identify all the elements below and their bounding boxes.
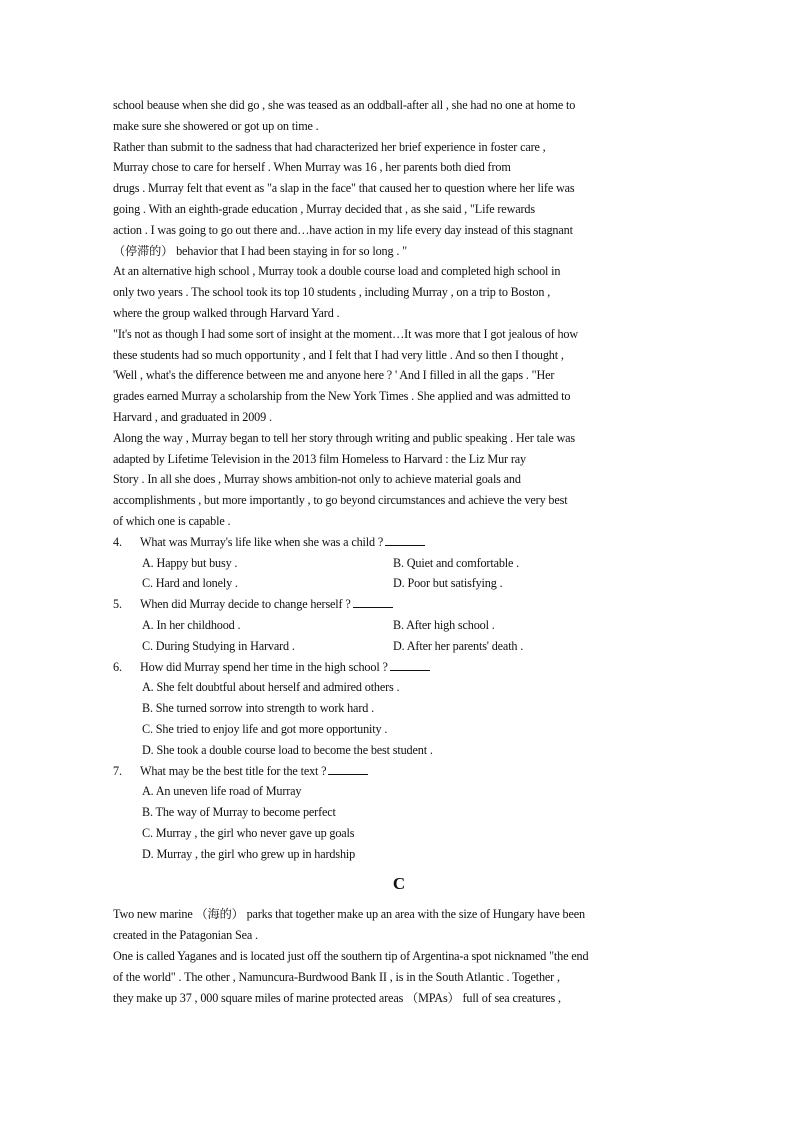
passage-line: make sure she showered or got up on time . (113, 118, 319, 133)
passage-line: grades earned Murray a scholarship from the New York Times . She applied and was admitted to (113, 389, 571, 404)
passage-line: Harvard , and graduated in 2009 . (113, 409, 272, 424)
passage-line: only two years . The school took its top 10 students , including Murray , on a trip to Boston , (113, 285, 551, 300)
option[interactable]: D. Murray , the girl who grew up in hardship (142, 846, 356, 861)
passage-line: school beause when she did go , she was teased as an oddball-after all , she had no one at home to (113, 98, 576, 112)
question-stem (113, 657, 685, 678)
passage-line: of which one is capable . (113, 513, 231, 528)
passage-line: these students had so much opportunity , and I felt that I had very little . And so then I thought , (113, 347, 564, 362)
passage-line: where the group walked through Harvard Yard . (113, 305, 340, 320)
option[interactable]: C. She tried to enjoy life and got more opportunity . (142, 721, 388, 736)
passage-line: At an alternative high school , Murray took a double course load and completed high school in (113, 264, 561, 279)
question-text: What was Murray's life like when she was a child ? (140, 534, 384, 549)
passage-line: "It's not as though I had some sort of insight at the moment…It was more that I got jealous of how (113, 326, 578, 341)
passage-line: Two new marine （海的） parks that together make up an area with the size of Hungary have been (113, 907, 585, 922)
question-stem (113, 594, 685, 615)
answer-blank[interactable] (353, 595, 393, 608)
answer-blank[interactable] (385, 533, 425, 546)
option[interactable]: B. Quiet and comfortable . (393, 555, 520, 570)
option[interactable]: C. Hard and lonely . (142, 576, 238, 591)
passage-line: Rather than submit to the sadness that had characterized her brief experience in foster care , (113, 139, 546, 154)
passage-line: 'Well , what's the difference between me and anyone here ? ' And I filled in all the gaps . "Her (113, 368, 555, 383)
question-number: 4. (113, 534, 122, 549)
passage-line: of the world" . The other , Namuncura-Burdwood Bank II , is in the South Atlantic . Together , (113, 969, 560, 984)
option[interactable]: A. An uneven life road of Murray (142, 784, 302, 799)
passage-line: Story . In all she does , Murray shows ambition-not only to achieve material goals and (113, 472, 521, 487)
option[interactable]: A. She felt doubtful about herself and admired others . (142, 680, 400, 695)
option[interactable]: B. She turned sorrow into strength to work hard . (142, 701, 374, 716)
passage-line: Along the way , Murray began to tell her story through writing and public speaking . Her tale was (113, 430, 576, 445)
option[interactable]: C. Murray , the girl who never gave up goals (142, 825, 355, 840)
question-number: 6. (113, 659, 122, 674)
question-text: When did Murray decide to change herself ? (140, 597, 351, 612)
option[interactable]: B. After high school . (393, 617, 495, 632)
answer-blank[interactable] (328, 762, 368, 775)
option[interactable]: C. During Studying in Harvard . (142, 638, 295, 653)
document-page (113, 95, 685, 1008)
passage-line: adapted by Lifetime Television in the 2013 film Homeless to Harvard : the Liz Mur ray (113, 451, 526, 466)
passage-line: （停滞的） behavior that I had been staying in for so long . " (113, 243, 407, 258)
question-text: How did Murray spend her time in the high school ? (140, 659, 388, 674)
questions-section (113, 532, 685, 865)
option[interactable]: A. In her childhood . (142, 617, 241, 632)
option-row (113, 615, 685, 636)
passage-line: going . With an eighth-grade education , Murray decided that , as she said , "Life rewards (113, 201, 535, 216)
option[interactable]: D. She took a double course load to become the best student . (142, 742, 433, 757)
question-stem (113, 761, 685, 782)
passage-line: accomplishments , but more importantly , to go beyond circumstances and achieve the very best (113, 493, 568, 508)
option-row (113, 553, 685, 574)
passage-b (113, 95, 685, 532)
question-number: 5. (113, 597, 122, 612)
passage-line: created in the Patagonian Sea . (113, 928, 258, 943)
passage-line: they make up 37 , 000 square miles of marine protected areas （MPAs） full of sea creatures , (113, 990, 561, 1005)
passage-c (113, 904, 685, 1008)
option-row (113, 636, 685, 657)
option-row (113, 573, 685, 594)
question-text: What may be the best title for the text ? (140, 763, 327, 778)
option[interactable]: A. Happy but busy . (142, 555, 238, 570)
option[interactable]: B. The way of Murray to become perfect (142, 805, 336, 820)
passage-line: One is called Yaganes and is located just off the southern tip of Argentina-a spot nicknamed "the end (113, 949, 589, 964)
question-stem (113, 532, 685, 553)
passage-line: Murray chose to care for herself . When Murray was 16 , her parents both died from (113, 160, 511, 175)
answer-blank[interactable] (390, 658, 430, 671)
option[interactable]: D. After her parents' death . (393, 638, 524, 653)
question-number: 7. (113, 763, 122, 778)
passage-line: action . I was going to go out there and…have action in my life every day instead of this stagnant (113, 222, 573, 237)
option[interactable]: D. Poor but satisfying . (393, 576, 503, 591)
section-c-heading: C (392, 874, 406, 894)
passage-line: drugs . Murray felt that event as "a slap in the face" that caused her to question where her life was (113, 181, 575, 196)
